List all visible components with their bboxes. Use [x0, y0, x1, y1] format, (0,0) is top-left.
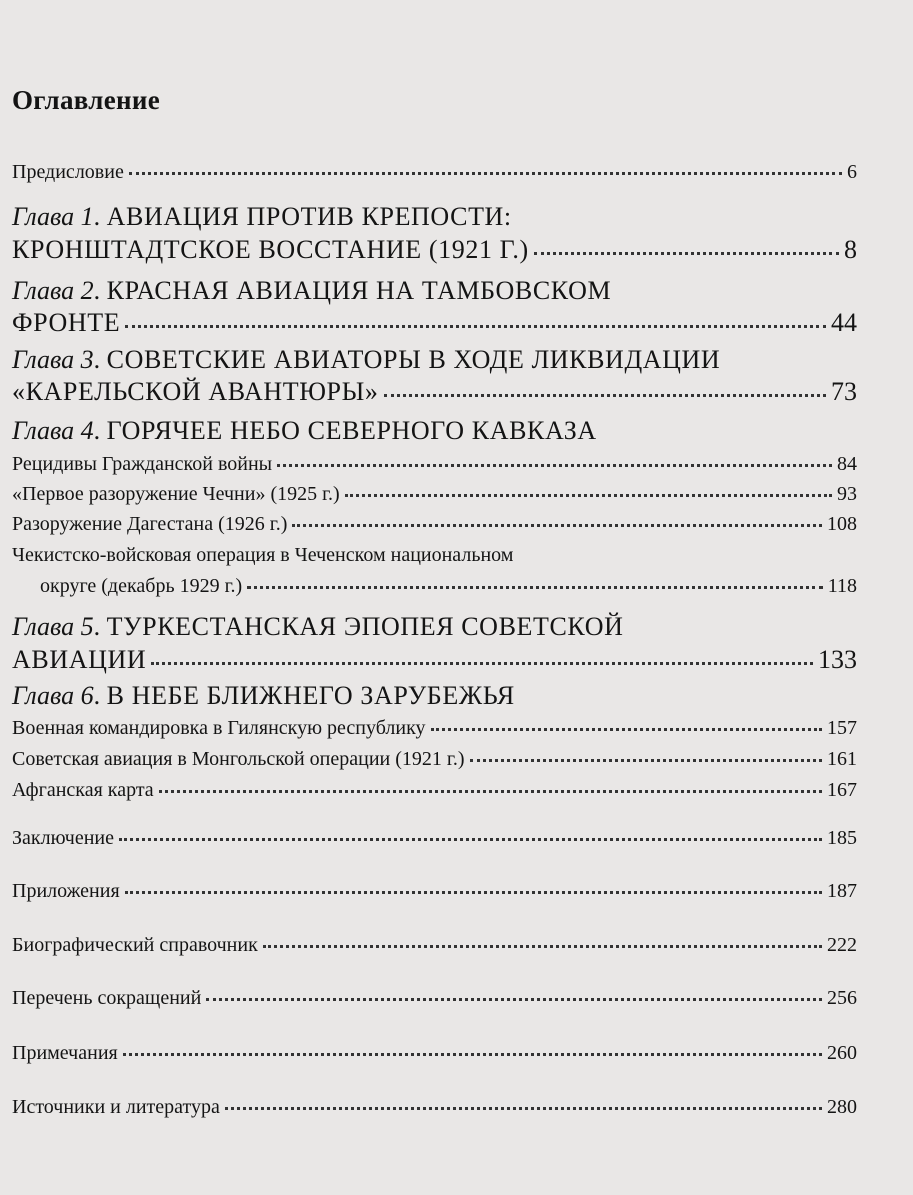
page-number: 118 [827, 575, 857, 597]
dot-leader [125, 324, 826, 328]
entry-text: Примечания [12, 1042, 118, 1064]
dot-leader [206, 997, 822, 1001]
toc-entry-sources[interactable] [12, 1097, 857, 1117]
chapter-title: СОВЕТСКИЕ АВИАТОРЫ В ХОДЕ ЛИКВИДАЦИИ [106, 345, 721, 374]
toc-subentry[interactable] [12, 749, 857, 769]
toc-chapter-1-heading[interactable] [12, 204, 512, 230]
dot-leader [125, 890, 822, 894]
entry-text: Разоружение Дагестана (1926 г.) [12, 513, 288, 535]
separator: . [93, 681, 107, 710]
separator: . [93, 345, 107, 374]
page-number: 280 [827, 1096, 857, 1118]
entry-text: Перечень сокращений [12, 987, 202, 1009]
toc-entry-chapter-2[interactable] [12, 310, 857, 336]
toc-entry-appendices[interactable] [12, 881, 857, 901]
chapter-title: ГОРЯЧЕЕ НЕБО СЕВЕРНОГО КАВКАЗА [106, 416, 597, 445]
toc-subentry[interactable] [12, 454, 857, 474]
chapter-label: Глава 6 [12, 681, 94, 710]
page-number: 167 [827, 779, 857, 801]
toc-subentry-line1[interactable] [12, 545, 513, 565]
chapter-title: КРАСНАЯ АВИАЦИЯ НА ТАМБОВСКОМ [106, 276, 612, 305]
page-number: 256 [827, 987, 857, 1009]
entry-text: Предисловие [12, 161, 124, 183]
dot-leader [151, 661, 813, 665]
toc-entry-chapter-5[interactable] [12, 647, 857, 673]
page-number: 6 [847, 161, 857, 183]
dot-leader [123, 1052, 822, 1056]
page-number: 44 [831, 308, 857, 337]
dot-leader [247, 585, 823, 589]
entry-text: Военная командировка в Гилянскую республику [12, 717, 426, 739]
toc-entry-conclusion[interactable] [12, 828, 857, 848]
toc-subentry[interactable] [40, 576, 857, 596]
page-number: 157 [827, 717, 857, 739]
page-number: 8 [844, 235, 857, 264]
page-number: 73 [831, 377, 857, 406]
entry-text: Источники и литература [12, 1096, 220, 1118]
page-number: 84 [837, 453, 857, 475]
page-number: 185 [827, 827, 857, 849]
toc-chapter-5-heading[interactable] [12, 614, 623, 640]
chapter-label: Глава 5 [12, 612, 94, 641]
toc-subentry[interactable] [12, 514, 857, 534]
separator: . [93, 416, 107, 445]
entry-text: Советская авиация в Монгольской операции (1921 г.) [12, 748, 465, 770]
entry-text: «Первое разоружение Чечни» (1925 г.) [12, 483, 340, 505]
separator: . [93, 612, 107, 641]
chapter-title: ТУРКЕСТАНСКАЯ ЭПОПЕЯ СОВЕТСКОЙ [106, 612, 624, 641]
dot-leader [277, 463, 832, 467]
toc-subentry[interactable] [12, 780, 857, 800]
page-number: 161 [827, 748, 857, 770]
toc-entry-chapter-1[interactable] [12, 237, 857, 263]
entry-text: Заключение [12, 827, 114, 849]
dot-leader [263, 944, 822, 948]
toc-entry-notes[interactable] [12, 1043, 857, 1063]
chapter-label: Глава 4 [12, 416, 94, 445]
toc-entry-preface[interactable] [12, 162, 857, 182]
page-number: 187 [827, 880, 857, 902]
chapter-title-cont: АВИАЦИИ [12, 645, 147, 674]
entry-text: Биографический справочник [12, 934, 258, 956]
dot-leader [225, 1106, 822, 1110]
chapter-title-cont: «КАРЕЛЬСКОЙ АВАНТЮРЫ» [12, 377, 379, 406]
toc-subentry[interactable] [12, 484, 857, 504]
dot-leader [159, 789, 822, 793]
page-number: 222 [827, 934, 857, 956]
chapter-label: Глава 3 [12, 345, 94, 374]
chapter-label: Глава 2 [12, 276, 94, 305]
entry-text-cont: округе (декабрь 1929 г.) [40, 575, 243, 597]
page-number: 133 [818, 645, 857, 674]
separator: . [93, 202, 107, 231]
page-number: 260 [827, 1042, 857, 1064]
chapter-title: В НЕБЕ БЛИЖНЕГО ЗАРУБЕЖЬЯ [106, 681, 515, 710]
dot-leader [345, 493, 832, 497]
toc-subentry[interactable] [12, 718, 857, 738]
toc-entry-biographical-reference[interactable] [12, 935, 857, 955]
dot-leader [292, 523, 822, 527]
toc-chapter-4-heading[interactable] [12, 418, 597, 444]
toc-chapter-6-heading[interactable] [12, 683, 515, 709]
page-title: Оглавление [12, 85, 160, 115]
dot-leader [384, 393, 827, 397]
toc-entry-chapter-3[interactable] [12, 379, 857, 405]
chapter-title-cont: ФРОНТЕ [12, 308, 121, 337]
dot-leader [431, 727, 822, 731]
entry-text: Чекистско-войсковая операция в Чеченском национальном [12, 544, 514, 566]
dot-leader [129, 171, 842, 175]
toc-entry-abbreviations[interactable] [12, 988, 857, 1008]
chapter-title: АВИАЦИЯ ПРОТИВ КРЕПОСТИ: [106, 202, 512, 231]
dot-leader [534, 251, 839, 255]
page-number: 108 [827, 513, 857, 535]
page-number: 93 [837, 483, 857, 505]
toc-chapter-3-heading[interactable] [12, 347, 720, 373]
entry-text: Афганская карта [12, 779, 154, 801]
entry-text: Приложения [12, 880, 120, 902]
chapter-title-cont: КРОНШТАДТСКОЕ ВОССТАНИЕ (1921 Г.) [12, 235, 529, 264]
dot-leader [119, 837, 822, 841]
toc-chapter-2-heading[interactable] [12, 278, 611, 304]
dot-leader [470, 758, 823, 762]
chapter-label: Глава 1 [12, 202, 94, 231]
entry-text: Рецидивы Гражданской войны [12, 453, 273, 475]
separator: . [93, 276, 107, 305]
